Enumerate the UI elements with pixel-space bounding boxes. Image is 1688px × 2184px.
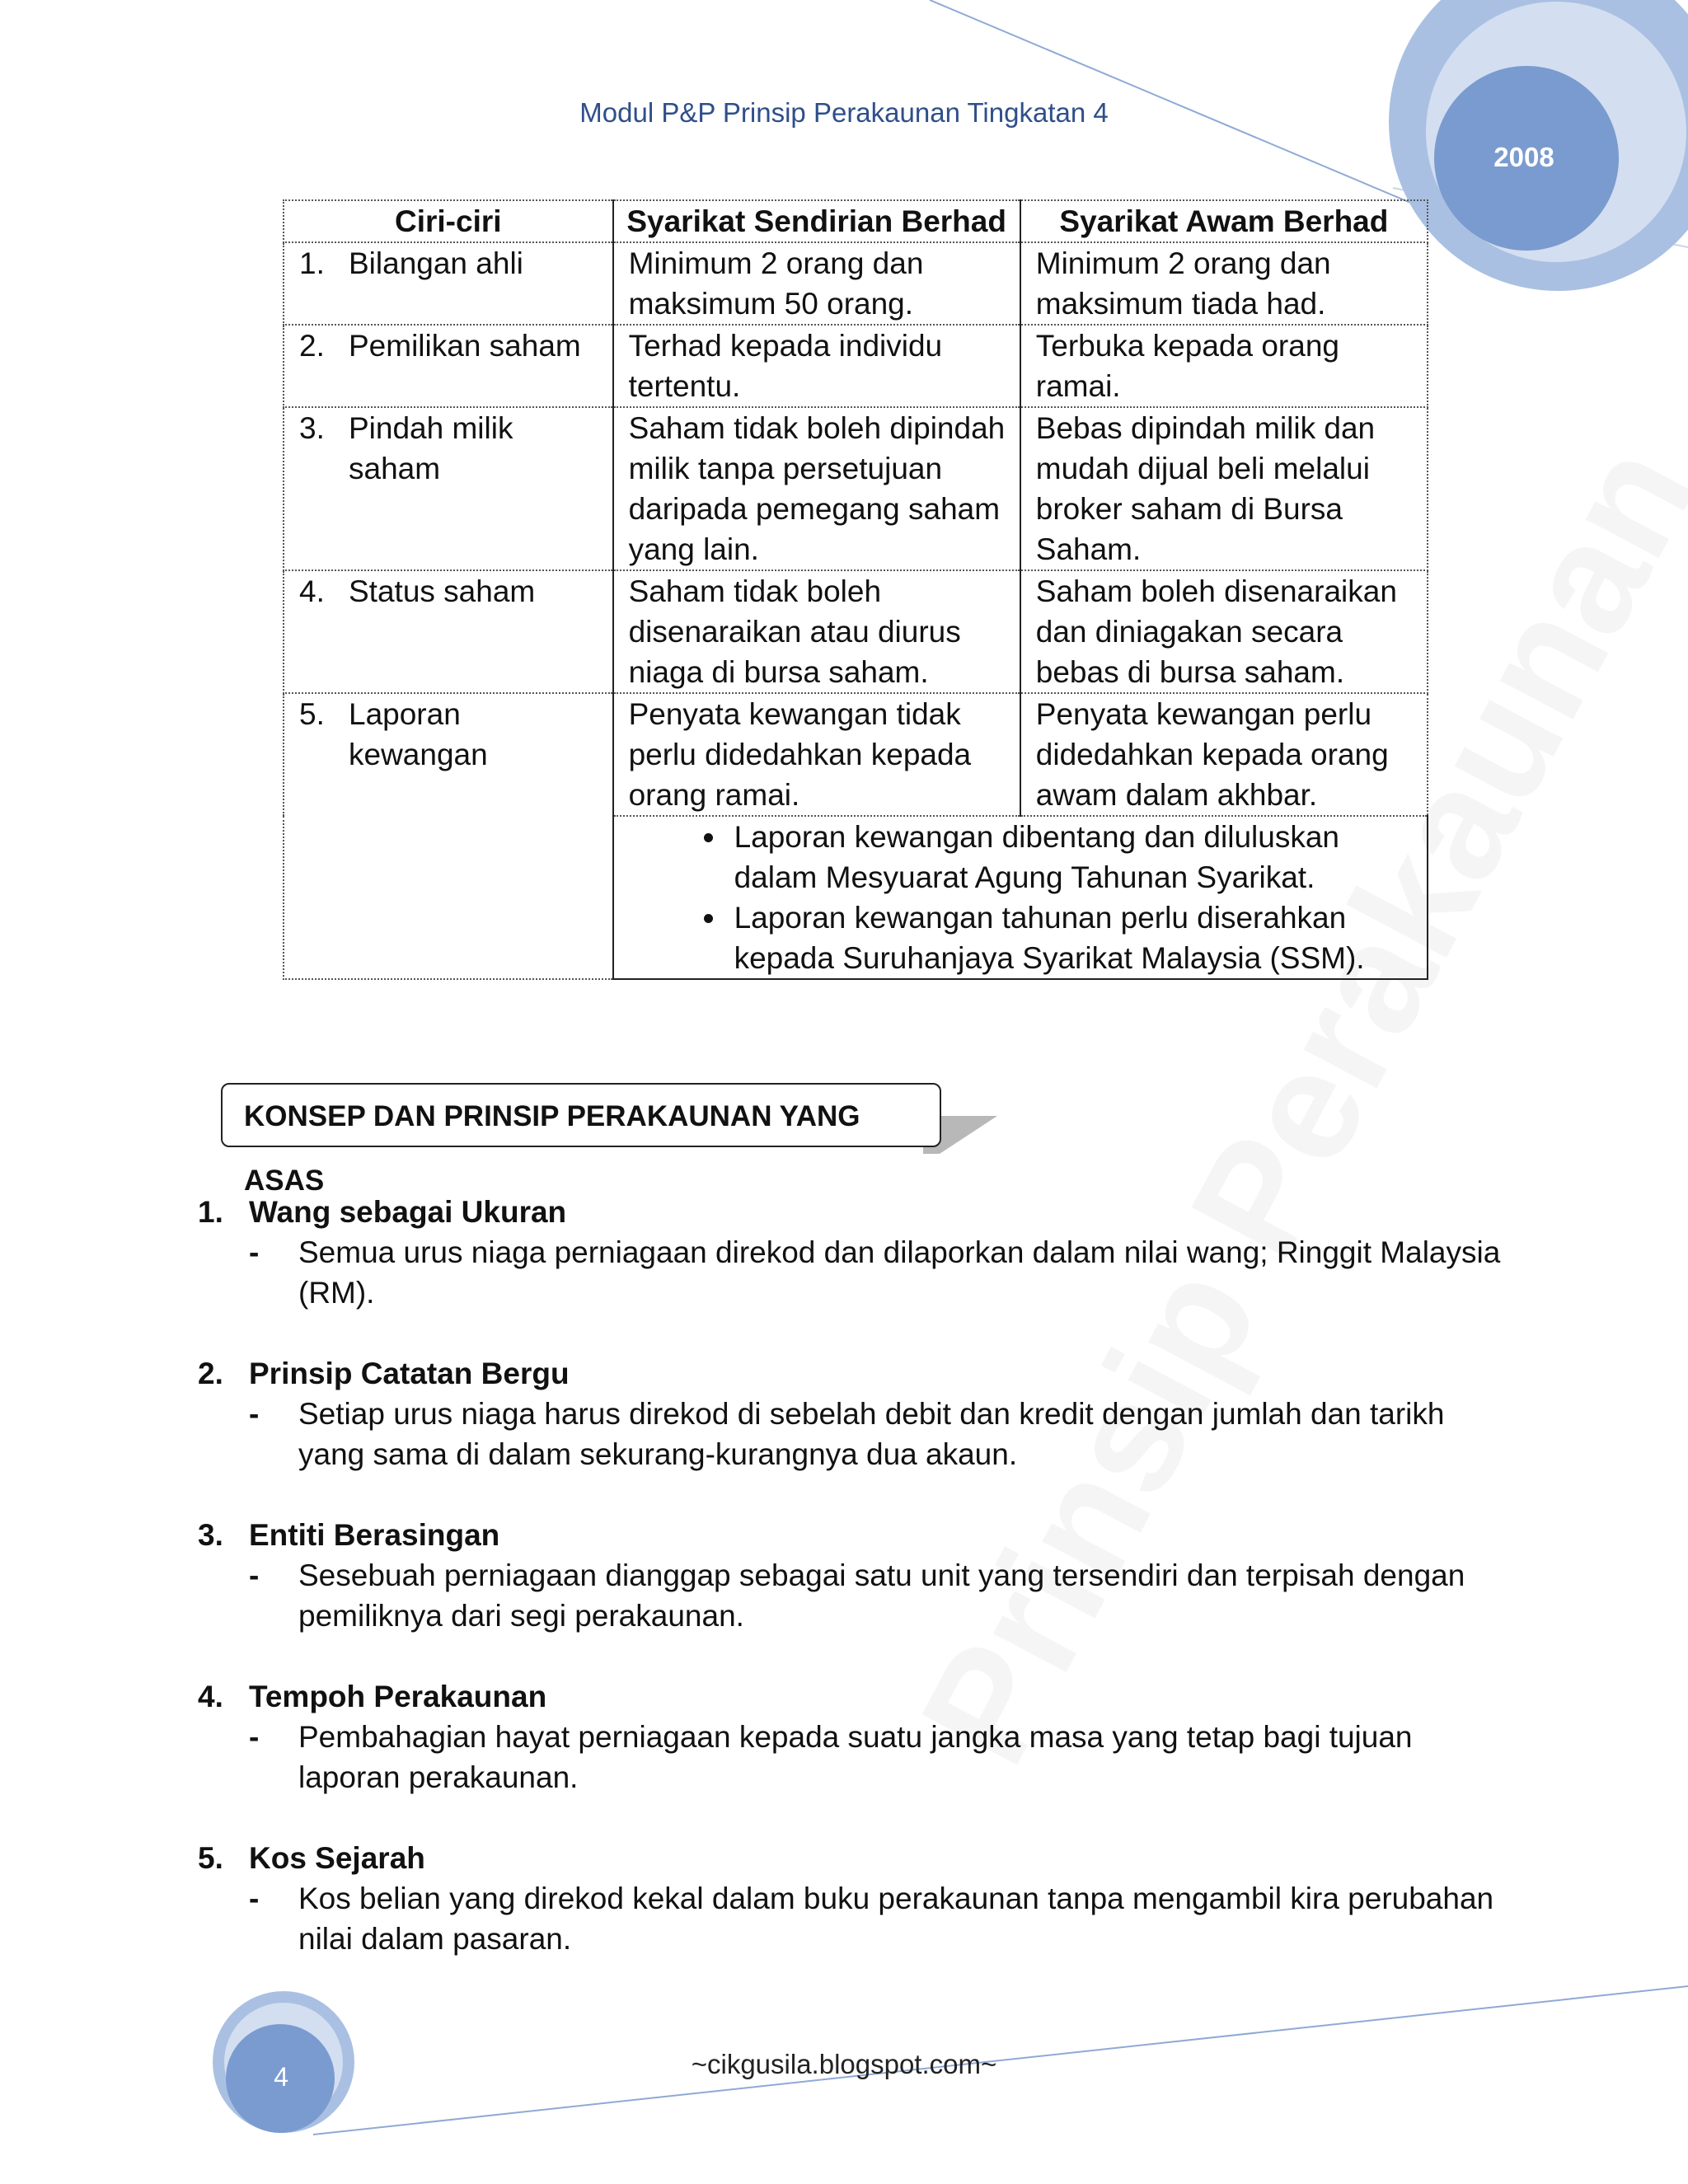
dash-marker: - [249,1720,260,1754]
sdn-cell: Terhad kepada individu tertentu. [613,325,1020,407]
item-description: Semua urus niaga perniagaan direkod dan dilaporkan dalam nilai wang; Ringgit Malaysia (RM). [298,1235,1501,1310]
item-description: Pembahagian hayat perniagaan kepada suatu jangka masa yang tetap bagi tujuan laporan perakaunan. [298,1720,1413,1794]
row-number: 1. [299,246,325,280]
table-header-row [284,200,1428,242]
awam-cell: Penyata kewangan perlu didedahkan kepada orang awam dalam akhbar. [1020,693,1428,816]
feature-cell [284,693,613,979]
feature-label: Pindah milik saham [349,411,513,485]
header-title: Modul P&P Prinsip Perakaunan Tingkatan 4 [579,97,1109,128]
list-item: • Laporan kewangan tahunan perlu diserahkan kepada Suruhanjaya Syarikat Malaysia (SSM). [728,898,1417,978]
sdn-cell: Penyata kewangan tidak perlu didedahkan kepada orang ramai. [613,693,1020,816]
row-number: 5. [299,697,325,731]
row-number: 3. [299,411,325,445]
bullet-cell [613,816,1428,979]
item-title: Wang sebagai Ukuran [249,1195,567,1229]
list-item: • Laporan kewangan dibentang dan diluluskan dalam Mesyuarat Agung Tahunan Syarikat. [728,817,1417,898]
item-description: Sesebuah perniagaan dianggap sebagai satu unit yang tersendiri dan terpisah dengan pemiliknya dari segi perakaunan. [298,1558,1465,1633]
item-number: 3. [198,1518,223,1552]
list-item [198,1838,1517,1959]
feature-cell [284,570,613,693]
dash-marker: - [249,1235,260,1269]
footer-site: ~cikgusila.blogspot.com~ [691,2049,997,2079]
item-title: Kos Sejarah [249,1841,425,1875]
awam-cell: Bebas dipindah milik dan mudah dijual beli melalui broker saham di Bursa Saham. [1020,407,1428,570]
awam-cell: Saham boleh disenaraikan dan diniagakan secara bebas di bursa saham. [1020,570,1428,693]
feature-label: Pemilikan saham [349,329,581,363]
feature-label: Status saham [349,574,536,608]
sdn-cell: Saham tidak boleh disenaraikan atau diurus niaga di bursa saham. [613,570,1020,693]
feature-label: Bilangan ahli [349,246,523,280]
list-item [198,1192,1517,1313]
dash-marker: - [249,1882,260,1915]
sdn-cell: Saham tidak boleh dipindah milik tanpa persetujuan daripada pemegang saham yang lain. [613,407,1020,570]
list-item [198,1353,1517,1474]
item-number: 5. [198,1841,223,1875]
page-number: 4 [274,2062,288,2092]
row-number: 2. [299,329,325,363]
table-row [284,570,1428,693]
item-number: 4. [198,1680,223,1713]
list-item [198,1515,1517,1636]
column-header: Ciri-ciri [284,200,613,242]
item-description: Kos belian yang direkod kekal dalam buku perakaunan tanpa mengambil kira perubahan nilai dalam pasaran. [298,1882,1494,1956]
row-number: 4. [299,574,325,608]
column-header: Syarikat Sendirian Berhad [613,200,1020,242]
sdn-cell: Minimum 2 orang dan maksimum 50 orang. [613,242,1020,325]
item-number: 1. [198,1195,223,1229]
item-description: Setiap urus niaga harus direkod di sebelah debit dan kredit dengan jumlah dan tarikh yang sama di dalam sekurang-kurangnya dua akaun. [298,1397,1445,1471]
feature-cell [284,242,613,325]
table-row [284,693,1428,816]
item-title: Tempoh Perakaunan [249,1680,547,1713]
year-badge: 2008 [1493,142,1554,172]
awam-cell: Terbuka kepada orang ramai. [1020,325,1428,407]
table-row [284,325,1428,407]
table-row [284,407,1428,570]
item-title: Prinsip Catatan Bergu [249,1357,570,1390]
dash-marker: - [249,1558,260,1592]
item-number: 2. [198,1357,223,1390]
column-header: Syarikat Awam Berhad [1020,200,1428,242]
feature-label: Laporan kewangan [349,697,488,771]
list-item [198,1676,1517,1797]
feature-cell [284,325,613,407]
bullet-list [629,817,1417,978]
item-title: Entiti Berasingan [249,1518,500,1552]
company-comparison-table [283,199,1428,980]
dash-marker: - [249,1397,260,1431]
feature-cell [284,407,613,570]
section-title-box: KONSEP DAN PRINSIP PERAKAUNAN YANG ASAS [221,1083,941,1147]
awam-cell: Minimum 2 orang dan maksimum tiada had. [1020,242,1428,325]
table-row [284,242,1428,325]
